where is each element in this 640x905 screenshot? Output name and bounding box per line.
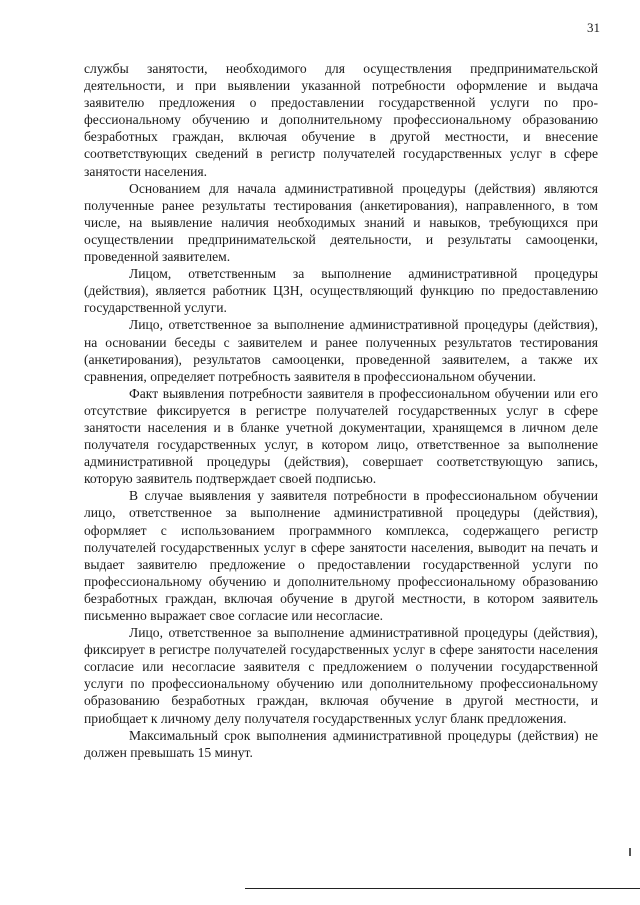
paragraph-continuation: службы занятости, необходимого для осуществления предпринимательской деятельности, и при выявлении указанной потребности оформление и выдача заявителю предложения о предоставлении государственной услуги по профессиональному обучению и дополнительному профессиональному образованию безработных граждан, включая обучение в другой местности, и внесение соответствующих сведений в регистр получателей государственных услуг в сфере занятости населения.: [84, 61, 598, 179]
paragraph: В случае выявления у заявителя потребности в профессиональном обучении лицо, ответственное за выполнение административной процедуры (действия), оформляет с использованием программного комплекса, содержащего регистр получателей государственных услуг в сфере занятости населения, выводит на печать и выдает заявителю предложение о предоставлении государственной услуги по профессиональному обучению и дополнительному профессиональному образованию безработных граждан, включая обучение в другой местности, в котором заявитель письменно выражает свое согласие или несогласие.: [84, 488, 598, 623]
paragraph: Факт выявления потребности заявителя в профессиональном обучении или его отсутствие фиксируется в регистре получателей государственных услуг в сфере занятости населения и в бланке учетной документации, хранящемся в личном деле получателя государственных услуг, в котором лицо, ответственное за выполнение административной процедуры (действия), совершает соответствующую запись, которую заявитель подтверждает своей подписью.: [84, 385, 598, 487]
paragraph: Основанием для начала административной процедуры (действия) являются полученные ранее результаты тестирования (анкетирования), направленного, в том числе, на выявление наличия необходимых знаний и навыков, требующихся при осуществлении предпринимательской деятельности, и результаты самооценки, проведенной заявителем.: [84, 180, 598, 265]
paragraph: Максимальный срок выполнения административной процедуры (действия) не должен превышать 15 минут.: [84, 727, 598, 760]
paragraph: Лицом, ответственным за выполнение административной процедуры (действия), является работник ЦЗН, осуществляющий функцию по предоставлению государственной услуги.: [84, 266, 598, 316]
paragraph: Лицо, ответственное за выполнение административной процедуры (действия), на основании беседы с заявителем и ранее полученных результатов тестирования (анкетирования), результатов самооценки, проведенной заявителем, а также их сравнения, определяет потребность заявителя в профессиональном обучении.: [84, 317, 598, 384]
body-text: [84, 60, 598, 761]
bottom-rule: [245, 888, 640, 889]
paragraph: Лицо, ответственное за выполнение административной процедуры (действия), фиксирует в регистре получателей государственных услуг в сфере занятости населения согласие или несогласие заявителя с предложением о получении государственной услуги по профессиональному обучению или дополнительному профессиональному образованию безработных граждан, включая обучение в другой местности, и приобщает к личному делу получателя государственных услуг бланк предложения.: [84, 625, 598, 726]
scan-mark: [629, 848, 631, 856]
page-number: 31: [587, 20, 600, 35]
